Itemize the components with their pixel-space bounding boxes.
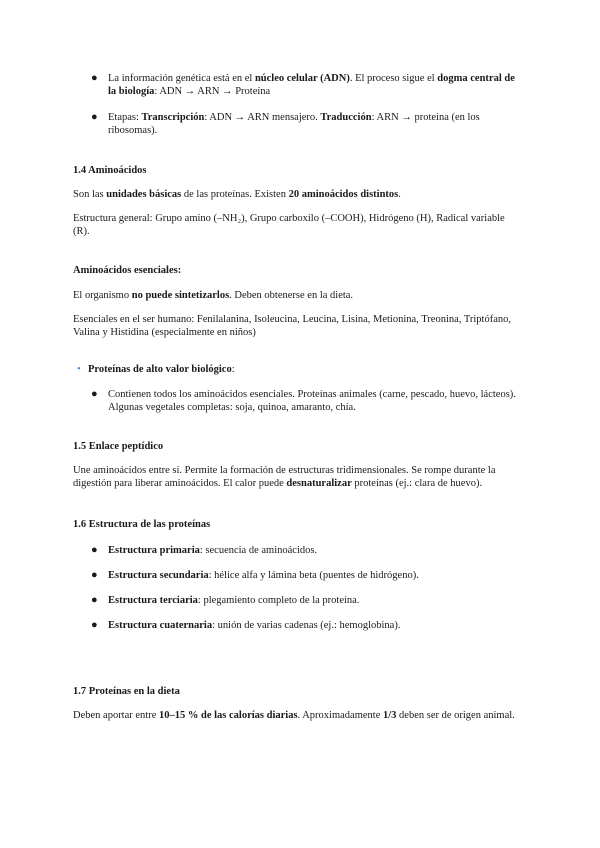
structure-item-quaternary: Estructura cuaternaria: unión de varias cadenas (ej.: hemoglobina).: [108, 620, 401, 631]
structure-item-secondary: Estructura secundaria: hélice alfa y lámina beta (puentes de hidrógeno).: [108, 570, 419, 581]
paragraph-diet-proteins: Deben aportar entre 10–15 % de las calorías diarias. Aproximadamente 1/3 deben ser de origen animal.: [73, 710, 515, 721]
structure-item-tertiary: Estructura terciaria: plegamiento completo de la proteína.: [108, 595, 360, 606]
subheading-essential-amino: Aminoácidos esenciales:: [73, 265, 182, 276]
paragraph-peptide-bond: Une aminoácidos entre sí. Permite la formación de estructuras tridimensionales. Se rompe durante la digestión para liberar aminoácidos. El calor puede desnaturalizar proteínas (ej.: clara de huevo).: [73, 465, 496, 489]
paragraph-cannot-synthesize: El organismo no puede sintetizarlos. Deben obtenerse en la dieta.: [73, 290, 354, 301]
bullet-marker: ●: [91, 619, 98, 631]
bullet-marker: ●: [91, 388, 98, 400]
section-heading-1-5: 1.5 Enlace peptídico: [73, 441, 164, 452]
bullet-item-stages: Etapas: Transcripción: ADN → ARN mensajero. Traducción: ARN → proteína (en los ribosomas).: [108, 112, 480, 136]
paragraph-general-structure: Estructura general: Grupo amino (–NH₂), Grupo carboxilo (–COOH), Hidrógeno (H), Radical variable (R).: [73, 213, 505, 237]
bullet-item-genetic-info: La información genética está en el núcleo celular (ADN). El proceso sigue el dogma central de la biología: ADN → ARN → Proteína: [108, 73, 515, 97]
paragraph-essential-list: Esenciales en el ser humano: Fenilalanina, Isoleucina, Leucina, Lisina, Metionina, Treonina, Triptófano, Valina y Histidina (especialmente en niños): [73, 314, 511, 338]
section-heading-1-4: 1.4 Aminoácidos: [73, 165, 147, 176]
bullet-marker: ●: [91, 72, 98, 84]
sub-bullet-complete-proteins: Contienen todos los aminoácidos esenciales. Proteínas animales (carne, pescado, huevo, lácteos). Algunas vegetales completas: soja, quinoa, amaranto, chía.: [108, 389, 516, 413]
section-heading-1-7: 1.7 Proteínas en la dieta: [73, 686, 180, 697]
section-heading-1-6: 1.6 Estructura de las proteínas: [73, 519, 211, 530]
blue-bullet-marker: •: [77, 363, 81, 375]
structure-item-primary: Estructura primaria: secuencia de aminoácidos.: [108, 545, 318, 556]
paragraph-amino-units: Son las unidades básicas de las proteínas. Existen 20 aminoácidos distintos.: [73, 189, 401, 200]
bullet-marker: ●: [91, 594, 98, 606]
bullet-high-biological-value: Proteínas de alto valor biológico:: [88, 364, 235, 375]
bullet-marker: ●: [91, 544, 98, 556]
bullet-marker: ●: [91, 569, 98, 581]
bullet-marker: ●: [91, 111, 98, 123]
